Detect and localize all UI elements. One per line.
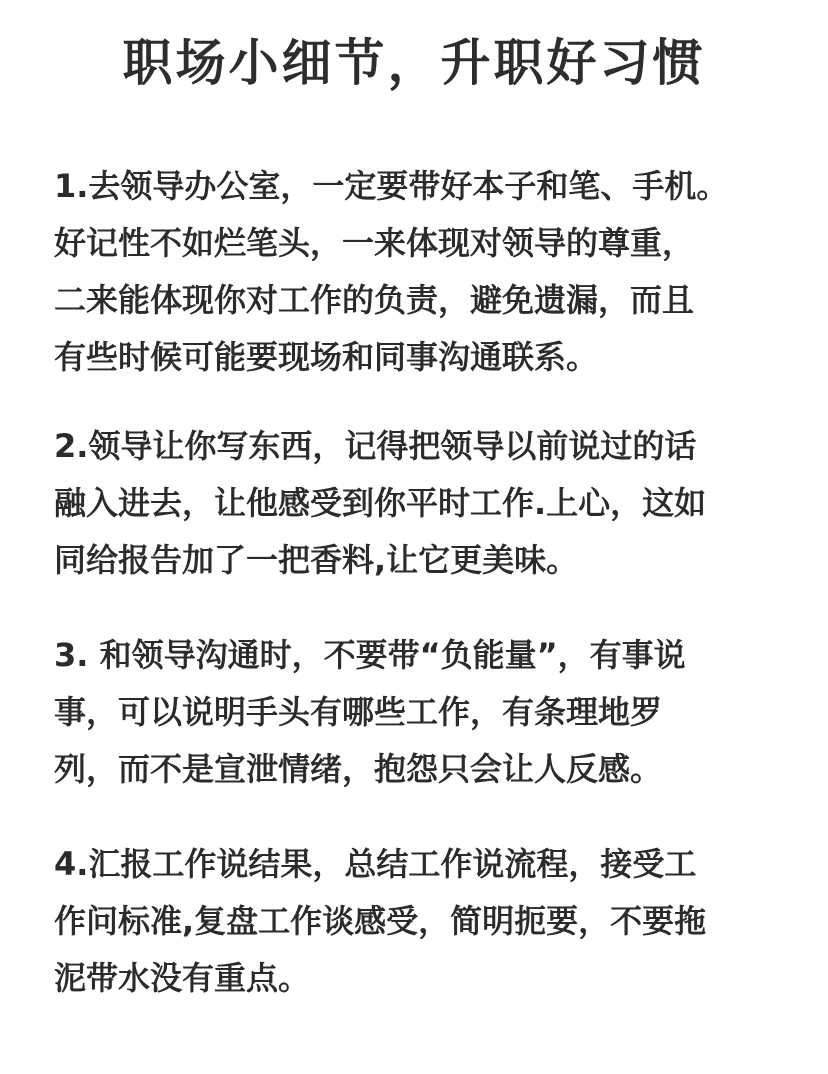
- paragraph-line: 1.去领导办公室，一定要带好本子和笔、手机。: [54, 167, 729, 205]
- paragraph-line: 好记性不如烂笔头，一来体现对领导的尊重，: [54, 224, 695, 262]
- page-title: 职场小细节，升职好习惯: [122, 34, 706, 92]
- tip-paragraph-1: [54, 158, 774, 386]
- paragraph-line: 同给报告加了一把香料,让它更美味。: [54, 541, 579, 579]
- paragraph-line: 事，可以说明手头有哪些工作，有条理地罗: [54, 693, 663, 731]
- tip-paragraph-3: [54, 627, 774, 798]
- paragraph-line: 融入进去，让他感受到你平时工作.上心，这如: [54, 484, 707, 522]
- paragraph-line: 列，而不是宣泄情绪，抱怨只会让人反感。: [54, 750, 663, 788]
- paragraph-line: 二来能体现你对工作的负责，避免遗漏，而且: [54, 281, 695, 319]
- paragraph-line: 4.汇报工作说结果，总结工作说流程，接受工: [54, 845, 697, 883]
- paragraph-line: 有些时候可能要现场和同事沟通联系。: [54, 338, 599, 376]
- tip-paragraph-4: [54, 836, 774, 1007]
- tip-paragraph-2: [54, 418, 774, 589]
- paragraph-line: 作问标准,复盘工作谈感受，简明扼要，不要拖: [54, 902, 707, 940]
- paragraph-line: 泥带水没有重点。: [54, 959, 311, 997]
- paragraph-line: 2.领导让你写东西，记得把领导以前说过的话: [54, 427, 697, 465]
- paragraph-line: 3. 和领导沟通时，不要带“负能量”，有事说: [54, 636, 686, 674]
